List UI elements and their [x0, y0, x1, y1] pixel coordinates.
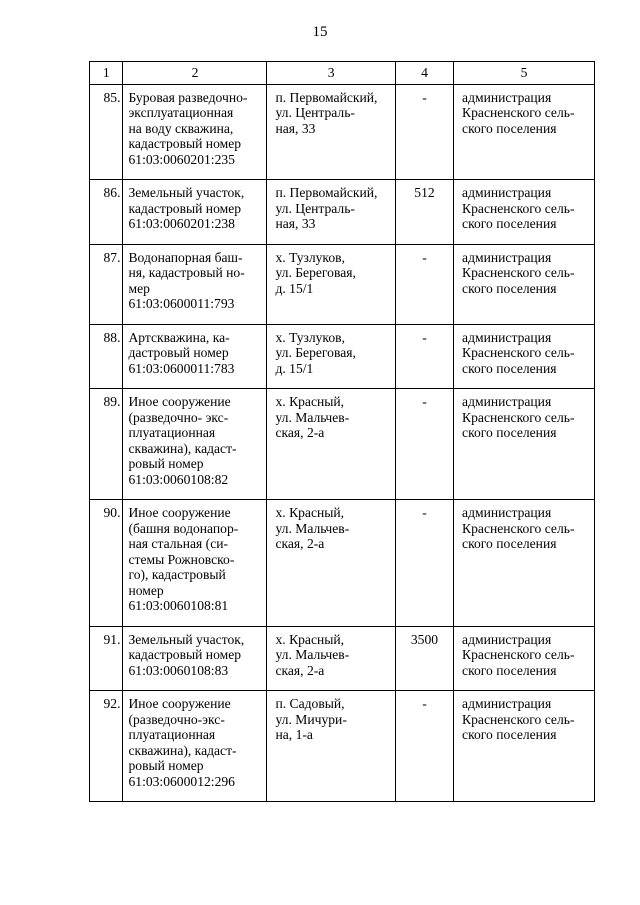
address-line: ская, 2-а [275, 536, 325, 551]
address-cell [267, 244, 395, 324]
object-name-line: мер [128, 280, 150, 296]
owner-cell [454, 500, 595, 627]
owner-cell [454, 84, 595, 180]
address-line: ул. Мальчев- [275, 647, 350, 662]
object-name-line: 61:03:0060201:235 [128, 151, 235, 167]
object-name-line: (башня водонапор- [128, 520, 239, 536]
address-line: ская, 2-а [275, 425, 325, 440]
row-number: 90. [103, 505, 121, 520]
address-line: на, 1-а [275, 727, 313, 742]
object-name-cell [123, 500, 267, 627]
row-number-cell [90, 84, 123, 180]
page-number: 15 [312, 24, 328, 40]
owner-line: Красненского сель- [462, 265, 575, 280]
row-number: 86. [103, 185, 121, 200]
owner-line: ского поселения [462, 280, 557, 296]
header-col-3: 3 [267, 62, 395, 85]
owner-line: ского поселения [462, 216, 557, 231]
owner-line: Красненского сель- [462, 711, 575, 727]
table-header-row [90, 62, 595, 85]
address-cell [267, 324, 395, 389]
owner-line: Красненского сель- [462, 105, 575, 120]
owner-line: администрация [462, 505, 552, 520]
table-row [90, 180, 595, 245]
table-row [90, 389, 595, 500]
object-name-cell [123, 389, 267, 500]
table-body [90, 62, 595, 802]
object-name-line: ровый номер [128, 456, 204, 471]
property-table [89, 61, 595, 802]
address-line: ная, 33 [275, 216, 316, 231]
owner-line: администрация [462, 631, 552, 647]
table-row [90, 626, 595, 691]
object-name-line: стемы Рожновско- [128, 551, 235, 567]
object-name-line: го), кадастровый [128, 567, 226, 582]
owner-cell [454, 180, 595, 245]
object-name-line: 61:03:0600012:296 [128, 773, 235, 789]
object-name-line: 61:03:0060108:83 [128, 662, 229, 678]
header-col-5: 5 [454, 62, 595, 85]
object-name-line: 61:03:0600011:783 [128, 360, 235, 376]
header-col-4: 4 [395, 62, 453, 85]
object-name-line: (разведочно-экс- [128, 711, 225, 727]
address-line: д. 15/1 [275, 360, 314, 376]
owner-line: администрация [462, 89, 552, 105]
row-number-cell [90, 691, 123, 802]
area-cell [395, 626, 453, 691]
area-cell [395, 389, 453, 500]
owner-line: администрация [462, 394, 552, 409]
address-line: ул. Централь- [275, 105, 355, 120]
row-number-cell [90, 500, 123, 627]
area-cell [395, 84, 453, 180]
area-cell [395, 324, 453, 389]
owner-cell [454, 244, 595, 324]
owner-line: ского поселения [462, 536, 557, 551]
object-name-line: номер [128, 582, 164, 598]
area-cell [395, 180, 453, 245]
table-row [90, 500, 595, 627]
address-line: ул. Мальчев- [275, 520, 350, 536]
object-name-line: ня, кадастровый но- [128, 265, 245, 280]
owner-line: администрация [462, 185, 552, 200]
header-col-2: 2 [123, 62, 267, 85]
area-value: - [422, 505, 427, 520]
address-line: п. Первомайский, [275, 89, 378, 105]
object-name-line: ровый номер [128, 758, 204, 773]
object-name-line: на воду скважина, [128, 120, 234, 136]
row-number: 85. [103, 89, 121, 105]
owner-cell [454, 389, 595, 500]
owner-line: ского поселения [462, 727, 557, 742]
address-cell [267, 180, 395, 245]
address-line: ская, 2-а [275, 662, 325, 678]
area-cell [395, 691, 453, 802]
address-cell [267, 84, 395, 180]
area-value: 512 [414, 185, 435, 200]
owner-line: ского поселения [462, 425, 557, 440]
object-name-line: Земельный участок, [128, 631, 245, 647]
object-name-cell [123, 626, 267, 691]
owner-line: Красненского сель- [462, 647, 575, 662]
address-line: п. Первомайский, [275, 185, 378, 200]
owner-line: Красненского сель- [462, 200, 575, 216]
object-name-line: 61:03:0060201:238 [128, 216, 235, 231]
area-value: - [422, 89, 427, 105]
object-name-line: Водонапорная баш- [128, 249, 243, 265]
object-name-line: Буровая разведочно- [128, 89, 248, 105]
object-name-cell [123, 84, 267, 180]
object-name-line: дастровый номер [128, 345, 229, 360]
owner-line: ского поселения [462, 360, 557, 376]
row-number-cell [90, 324, 123, 389]
owner-cell [454, 691, 595, 802]
object-name-line: кадастровый номер [128, 647, 242, 662]
area-value: 3500 [410, 631, 439, 647]
object-name-line: 61:03:0060108:81 [128, 598, 229, 613]
owner-line: администрация [462, 249, 552, 265]
address-cell [267, 691, 395, 802]
object-name-line: Иное сооружение [128, 696, 231, 711]
address-line: ул. Береговая, [275, 345, 356, 360]
object-name-cell [123, 180, 267, 245]
row-number: 88. [103, 329, 121, 345]
area-value: - [422, 249, 427, 265]
table-row [90, 324, 595, 389]
object-name-line: (разведочно- экс- [128, 409, 229, 425]
address-line: ул. Береговая, [275, 265, 356, 280]
object-name-line: Иное сооружение [128, 394, 231, 409]
object-name-line: ная стальная (си- [128, 536, 229, 551]
row-number-cell [90, 244, 123, 324]
object-name-line: Земельный участок, [128, 185, 245, 200]
object-name-line: кадастровый номер [128, 136, 242, 151]
area-value: - [422, 696, 427, 711]
object-name-line: плуатационная [128, 727, 216, 742]
address-cell [267, 500, 395, 627]
address-line: п. Садовый, [275, 696, 345, 711]
object-name-line: скважина), кадаст- [128, 742, 237, 758]
address-line: д. 15/1 [275, 280, 314, 296]
owner-cell [454, 626, 595, 691]
area-value: - [422, 329, 427, 345]
owner-line: Красненского сель- [462, 409, 575, 425]
address-line: х. Красный, [275, 505, 345, 520]
object-name-line: плуатационная [128, 425, 216, 440]
table-row [90, 84, 595, 180]
object-name-cell [123, 691, 267, 802]
row-number-cell [90, 626, 123, 691]
owner-line: Красненского сель- [462, 520, 575, 536]
owner-line: ского поселения [462, 662, 557, 678]
row-number-cell [90, 389, 123, 500]
address-line: х. Тузлуков, [275, 249, 345, 265]
owner-line: администрация [462, 329, 552, 345]
address-line: ул. Мальчев- [275, 409, 350, 425]
area-cell [395, 244, 453, 324]
owner-cell [454, 324, 595, 389]
address-line: ул. Централь- [275, 200, 355, 216]
object-name-line: эксплуатационная [128, 105, 234, 120]
object-name-cell [123, 244, 267, 324]
row-number: 91. [103, 631, 121, 647]
owner-line: администрация [462, 696, 552, 711]
row-number: 87. [103, 249, 121, 265]
object-name-cell [123, 324, 267, 389]
owner-line: ского поселения [462, 120, 557, 136]
row-number: 89. [103, 394, 121, 409]
address-line: ул. Мичури- [275, 711, 347, 727]
object-name-line: Иное сооружение [128, 505, 231, 520]
row-number-cell [90, 180, 123, 245]
address-line: ная, 33 [275, 120, 316, 136]
address-line: х. Красный, [275, 394, 345, 409]
area-cell [395, 500, 453, 627]
address-cell [267, 389, 395, 500]
area-value: - [422, 394, 427, 409]
object-name-line: скважина), кадаст- [128, 440, 237, 456]
table-row [90, 691, 595, 802]
object-name-line: 61:03:0600011:793 [128, 296, 235, 311]
owner-line: Красненского сель- [462, 345, 575, 360]
address-line: х. Тузлуков, [275, 329, 345, 345]
table-row [90, 244, 595, 324]
object-name-line: 61:03:0060108:82 [128, 471, 229, 487]
object-name-line: Артскважина, ка- [128, 329, 230, 345]
header-col-1: 1 [90, 62, 123, 85]
object-name-line: кадастровый номер [128, 200, 242, 216]
address-cell [267, 626, 395, 691]
row-number: 92. [103, 696, 121, 711]
address-line: х. Красный, [275, 631, 345, 647]
